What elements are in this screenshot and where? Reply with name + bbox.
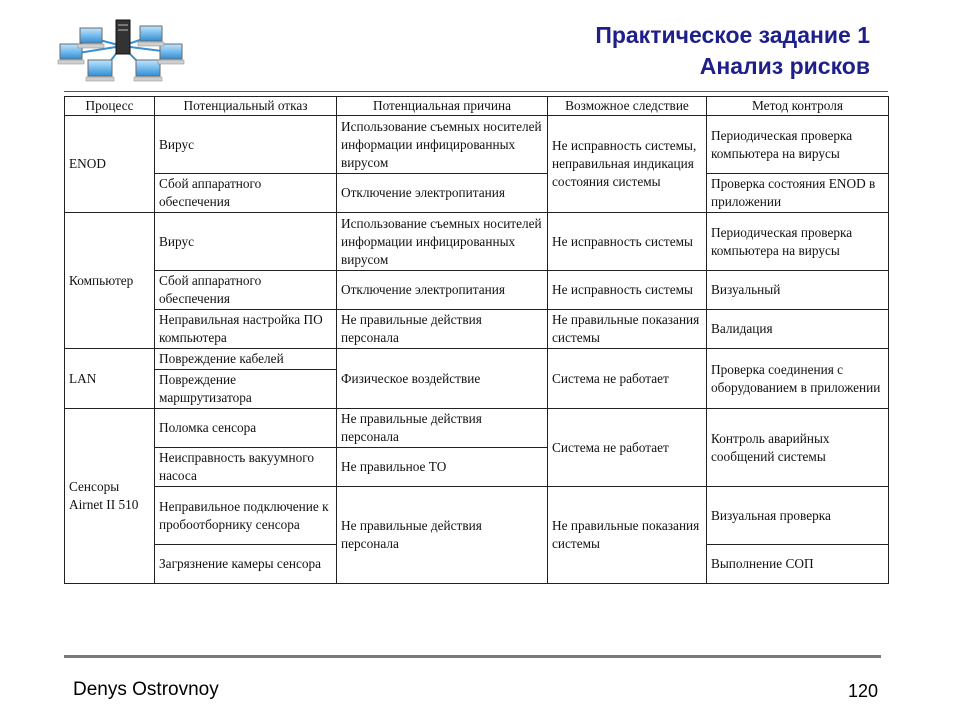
header-cause: Потенциальная причина <box>337 97 548 116</box>
cause-cell: Использование съемных носителей информации инфицированных вирусом <box>337 116 548 174</box>
title-line-1: Практическое задание 1 <box>595 22 870 48</box>
failure-cell: Загрязнение камеры сенсора <box>155 545 337 584</box>
control-cell: Периодическая проверка компьютера на вирусы <box>707 213 889 271</box>
control-cell: Периодическая проверка компьютера на вирусы <box>707 116 889 174</box>
table-row <box>65 487 889 545</box>
cause-cell: Отключение электропитания <box>337 174 548 213</box>
table-header-row <box>65 97 889 116</box>
risk-analysis-table <box>64 96 889 584</box>
failure-cell: Вирус <box>155 116 337 174</box>
table-row <box>65 409 889 448</box>
effect-cell: Не исправность системы <box>548 213 707 271</box>
network-computers-icon <box>52 18 190 84</box>
control-cell: Визуальный <box>707 271 889 310</box>
effect-cell: Не исправность системы, неправильная индикация состояния системы <box>548 116 707 213</box>
failure-cell: Неправильное подключение к пробоотборнику сенсора <box>155 487 337 545</box>
header-process: Процесс <box>65 97 155 116</box>
control-cell: Проверка соединения с оборудованием в приложении <box>707 349 889 409</box>
effect-cell: Система не работает <box>548 349 707 409</box>
control-cell: Контроль аварийных сообщений системы <box>707 409 889 487</box>
table-row <box>65 349 889 370</box>
header-effect: Возможное следствие <box>548 97 707 116</box>
effect-cell: Система не работает <box>548 409 707 487</box>
failure-cell: Повреждение кабелей <box>155 349 337 370</box>
control-cell: Выполнение СОП <box>707 545 889 584</box>
process-cell: Сенсоры Airnet II 510 <box>65 409 155 584</box>
header-control: Метод контроля <box>707 97 889 116</box>
failure-cell: Неисправность вакуумного насоса <box>155 448 337 487</box>
cause-cell: Отключение электропитания <box>337 271 548 310</box>
control-cell: Визуальная проверка <box>707 487 889 545</box>
cause-cell: Использование съемных носителей информации инфицированных вирусом <box>337 213 548 271</box>
bottom-divider <box>64 655 881 658</box>
cause-cell: Не правильные действия персонала <box>337 409 548 448</box>
footer-author: Denys Ostrovnoy <box>73 679 219 700</box>
process-cell: ENOD <box>65 116 155 213</box>
table-row <box>65 174 889 213</box>
control-cell: Проверка состояния ENOD в приложении <box>707 174 889 213</box>
failure-cell: Вирус <box>155 213 337 271</box>
effect-cell: Не правильные показания системы <box>548 310 707 349</box>
top-divider <box>64 91 888 92</box>
cause-cell: Физическое воздействие <box>337 349 548 409</box>
cause-cell: Не правильное ТО <box>337 448 548 487</box>
table-row <box>65 310 889 349</box>
control-cell: Валидация <box>707 310 889 349</box>
slide-title <box>595 20 870 82</box>
failure-cell: Сбой аппаратного обеспечения <box>155 271 337 310</box>
failure-cell: Сбой аппаратного обеспечения <box>155 174 337 213</box>
page-number: 120 <box>847 681 878 701</box>
effect-cell: Не правильные показания системы <box>548 487 707 584</box>
effect-cell: Не исправность системы <box>548 271 707 310</box>
table-row <box>65 116 889 174</box>
failure-cell: Поломка сенсора <box>155 409 337 448</box>
process-cell: Компьютер <box>65 213 155 349</box>
table-row <box>65 213 889 271</box>
cause-cell: Не правильные действия персонала <box>337 487 548 584</box>
failure-cell: Повреждение маршрутизатора <box>155 370 337 409</box>
header-failure: Потенциальный отказ <box>155 97 337 116</box>
table-row <box>65 271 889 310</box>
cause-cell: Не правильные действия персонала <box>337 310 548 349</box>
title-line-2: Анализ рисков <box>699 53 870 79</box>
failure-cell: Неправильная настройка ПО компьютера <box>155 310 337 349</box>
process-cell: LAN <box>65 349 155 409</box>
